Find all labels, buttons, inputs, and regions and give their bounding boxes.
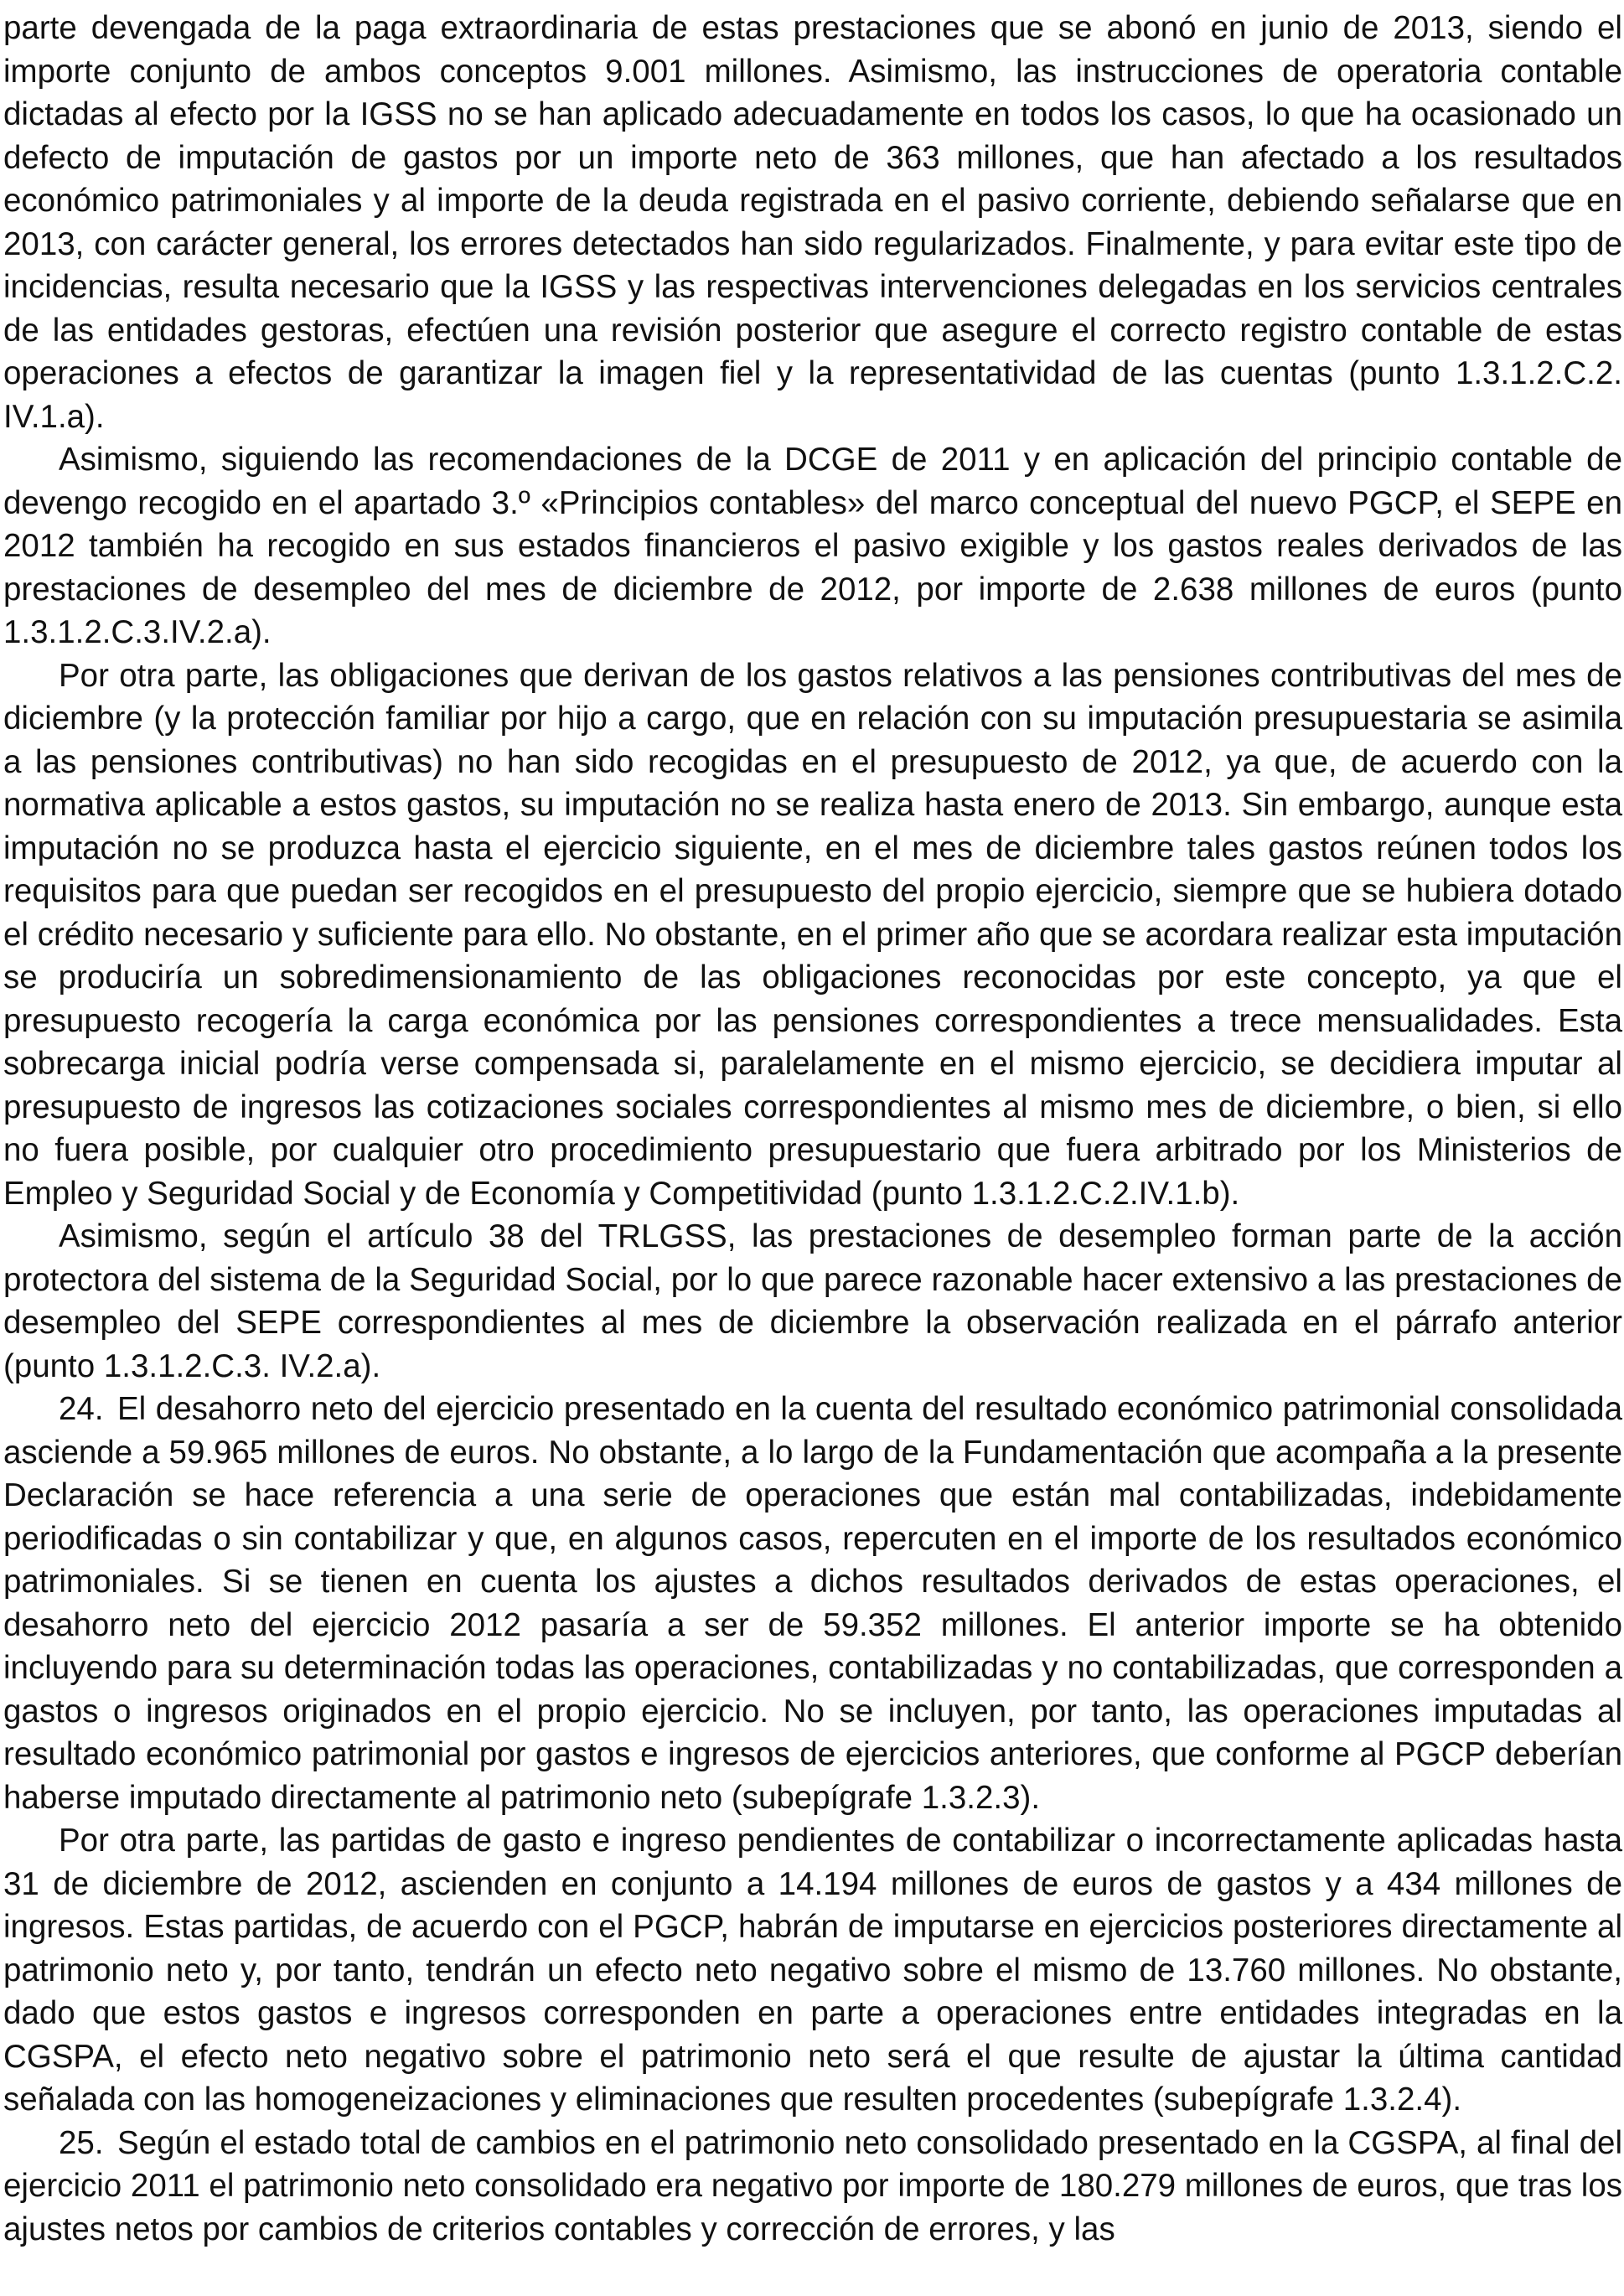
paragraph-p6-text: Por otra parte, las partidas de gasto e ingreso pendientes de contabilizar o incorrectamente aplicadas hasta 31 de diciembre de 2012, ascienden en conjunto a 14.194 millones de euros de gastos y a 434 millones de ingresos. Estas partidas, de acuerdo con el PGCP, habrán de imputarse en ejercicios posteriores directamente al patrimonio neto y, por tanto, tendrán un efecto neto negativo sobre el mismo de 13.760 millones. No obstante, dado que estos gastos e ingresos corresponden en parte a operaciones entre entidades integradas en la CGSPA, el efecto neto negativo sobre el patrimonio neto será el que resulte de ajustar la última cantidad señalada con las homogeneizaciones y eliminaciones que resulten procedentes (subepígrafe 1.3.2.4). xyxy=(3,1823,1622,2118)
paragraph-p3 xyxy=(3,654,1622,1216)
paragraph-p7 xyxy=(3,2122,1622,2252)
paragraph-p5 xyxy=(3,1388,1622,1819)
paragraph-p3-text: Por otra parte, las obligaciones que derivan de los gastos relativos a las pensiones contributivas del mes de diciembre (y la protección familiar por hijo a cargo, que en relación con su imputación presupuestaria se asimila a las pensiones contributivas) no han sido recogidas en el presupuesto de 2012, ya que, de acuerdo con la normativa aplicable a estos gastos, su imputación no se realiza hasta enero de 2013. Sin embargo, aunque esta imputación no se produzca hasta el ejercicio siguiente, en el mes de diciembre tales gastos reúnen todos los requisitos para que puedan ser recogidos en el presupuesto del propio ejercicio, siempre que se hubiera dotado el crédito necesario y suficiente para ello. No obstante, en el primer año que se acordara realizar esta imputación se produciría un sobredimensionamiento de las obligaciones reconocidas por este concepto, ya que el presupuesto recogería la carga económica por las pensiones correspondientes a trece mensualidades. Esta sobrecarga inicial podría verse compensada si, paralelamente en el mismo ejercicio, se decidiera imputar al presupuesto de ingresos las cotizaciones sociales correspondientes al mismo mes de diciembre, o bien, si ello no fuera posible, por cualquier otro procedimiento presupuestario que fuera arbitrado por los Ministerios de Empleo y Seguridad Social y de Economía y Competitividad (punto 1.3.1.2.C.2.IV.1.b). xyxy=(3,657,1622,1212)
paragraph-p1-text: parte devengada de la paga extraordinaria de estas prestaciones que se abonó en junio de 2013, siendo el importe conjunto de ambos conceptos 9.001 millones. Asimismo, las instrucciones de operatoria contable dictadas al efecto por la IGSS no se han aplicado adecuadamente en todos los casos, lo que ha ocasionado un defecto de imputación de gastos por un importe neto de 363 millones, que han afectado a los resultados económico patrimoniales y al importe de la deuda registrada en el pasivo corriente, debiendo señalarse que en 2013, con carácter general, los errores detectados han sido regularizados. Finalmente, y para evitar este tipo de incidencias, resulta necesario que la IGSS y las respectivas intervenciones delegadas en los servicios centrales de las entidades gestoras, efectúen una revisión posterior que asegure el correcto registro contable de estas operaciones a efectos de garantizar la imagen fiel y la representatividad de las cuentas (punto 1.3.1.2.C.2. IV.1.a). xyxy=(3,10,1622,435)
paragraph-p2 xyxy=(3,438,1622,654)
paragraph-number: 25. xyxy=(59,2124,104,2161)
paragraph-number: 24. xyxy=(59,1391,104,1427)
paragraph-p4 xyxy=(3,1215,1622,1388)
paragraph-p2-text: Asimismo, siguiendo las recomendaciones de la DCGE de 2011 y en aplicación del principio contable de devengo recogido en el apartado 3.º «Principios contables» del marco conceptual del nuevo PGCP, el SEPE en 2012 también ha recogido en sus estados financieros el pasivo exigible y los gastos reales derivados de las prestaciones de desempleo del mes de diciembre de 2012, por importe de 2.638 millones de euros (punto 1.3.1.2.C.3.IV.2.a). xyxy=(3,442,1622,650)
paragraph-p4-text: Asimismo, según el artículo 38 del TRLGSS, las prestaciones de desempleo forman parte de la acción protectora del sistema de la Seguridad Social, por lo que parece razonable hacer extensivo a las prestaciones de desempleo del SEPE correspondientes al mes de diciembre la observación realizada en el párrafo anterior (punto 1.3.1.2.C.3. IV.2.a). xyxy=(3,1218,1622,1384)
paragraph-p7-text: Según el estado total de cambios en el patrimonio neto consolidado presentado en la CGSPA, al final del ejercicio 2011 el patrimonio neto consolidado era negativo por importe de 180.279 millones de euros, que tras los ajustes netos por cambios de criterios contables y corrección de errores, y las xyxy=(3,2124,1622,2247)
paragraph-p5-text: El desahorro neto del ejercicio presentado en la cuenta del resultado económico patrimonial consolidada asciende a 59.965 millones de euros. No obstante, a lo largo de la Fundamentación que acompaña a la presente Declaración se hace referencia a una serie de operaciones que están mal contabilizadas, indebidamente periodificadas o sin contabilizar y que, en algunos casos, repercuten en el importe de los resultados económico patrimoniales. Si se tienen en cuenta los ajustes a dichos resultados derivados de estas operaciones, el desahorro neto del ejercicio 2012 pasaría a ser de 59.352 millones. El anterior importe se ha obtenido incluyendo para su determinación todas las operaciones, contabilizadas y no contabilizadas, que corresponden a gastos o ingresos originados en el propio ejercicio. No se incluyen, por tanto, las operaciones imputadas al resultado económico patrimonial por gastos e ingresos de ejercicios anteriores, que conforme al PGCP deberían haberse imputado directamente al patrimonio neto (subepígrafe 1.3.2.3). xyxy=(3,1391,1622,1816)
paragraph-p6 xyxy=(3,1819,1622,2122)
paragraph-p1 xyxy=(3,7,1622,438)
